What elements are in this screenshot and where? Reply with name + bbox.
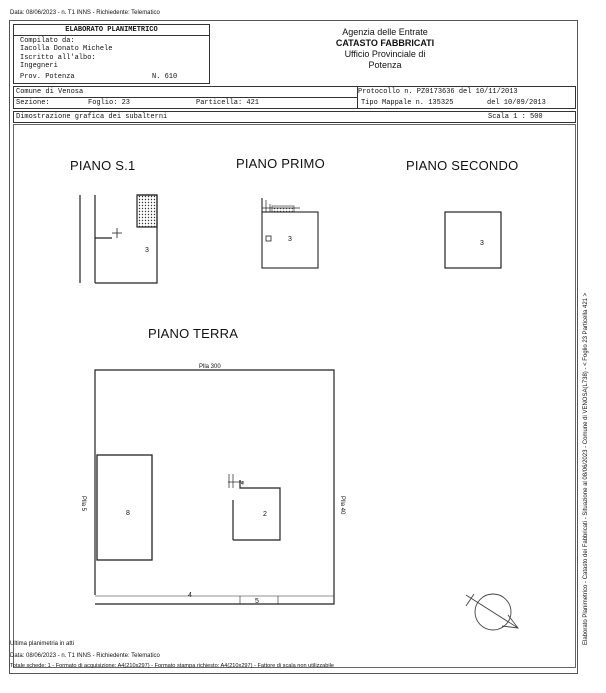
comune: Comune di Venosa: [16, 88, 84, 96]
plan-secondo-drawing: [445, 212, 501, 268]
footer-line2: Data: 08/06/2023 - n. T1 INNS - Richiedente: Telematico: [10, 653, 160, 659]
tipo-mappale-date: del 10/09/2013: [487, 99, 546, 107]
terra-unit-5: 5: [255, 598, 259, 605]
sezione: Sezione:: [16, 99, 50, 107]
dimostrazione: Dimostrazione grafica dei subalterni: [16, 113, 168, 121]
plan-title-terra: PIANO TERRA: [148, 326, 239, 341]
agency-line1: Agenzia delle Entrate: [342, 27, 428, 37]
plan-title-secondo: PIANO SECONDO: [406, 158, 519, 173]
tipo-mappale: Tipo Mappale n. 135325: [361, 99, 454, 107]
footer-line3: Totale schede: 1 - Formato di acquisizione: A4(210x297) - Formato stampa richiesto: A4(210x297) - Fattore di scala non utilizzabile: [10, 663, 334, 669]
scala: Scala 1 : 500: [488, 113, 543, 121]
plan-primo-drawing: [262, 198, 318, 268]
s1-unit-label: 3: [145, 247, 149, 254]
number-label: N. 610: [152, 73, 178, 81]
secondo-unit-label: 3: [480, 240, 484, 247]
agency-line3: Ufficio Provinciale di: [344, 49, 426, 59]
agency-line2: CATASTO FABBRICATI: [335, 38, 435, 48]
top-stamp: Data: 08/06/2023 - n. T1 INNS - Richiedente: Telematico: [10, 10, 160, 16]
protocollo: Protocollo n. PZ0173636 del 10/11/2013: [358, 88, 518, 96]
footer-line1: Ultima planimetria in atti: [10, 641, 75, 647]
side-note: Elaborato Planimetrico - Catasto dei Fabbricati - Situazione al 08/06/2023 - Comune di VENOSA(L738) - < Foglio 23 Particella 421 >: [583, 292, 589, 645]
plan-terra-drawing: [95, 370, 334, 604]
register-value: Ingegneri: [20, 62, 58, 70]
plan-title-primo: PIANO PRIMO: [236, 156, 325, 171]
register-label: Iscritto all'albo:: [20, 54, 96, 62]
compiled-by-name: Iacolla Donato Michele: [20, 45, 113, 53]
province-label: Prov. Potenza: [20, 73, 75, 81]
terra-unit-4-small: 4: [241, 481, 244, 487]
neighbour-top: Plla 300: [199, 364, 221, 370]
primo-unit-label: 3: [288, 236, 292, 243]
north-arrow-icon: [466, 594, 518, 630]
agency-line4: Potenza: [368, 60, 402, 70]
neighbour-left: Plla 5: [80, 496, 86, 512]
particella: Particella: 421: [196, 99, 260, 107]
terra-unit-8: 8: [126, 510, 130, 517]
terra-unit-2: 2: [263, 511, 267, 518]
plan-title-s1: PIANO S.1: [70, 158, 136, 173]
elaborato-title: ELABORATO PLANIMETRICO: [14, 25, 209, 36]
foglio: Foglio: 23: [88, 99, 131, 107]
neighbour-right: Plla 40: [339, 496, 345, 515]
compiled-by-label: Compilato da:: [20, 37, 75, 45]
terra-unit-4: 4: [188, 592, 192, 599]
plan-s1-drawing: [80, 195, 157, 283]
